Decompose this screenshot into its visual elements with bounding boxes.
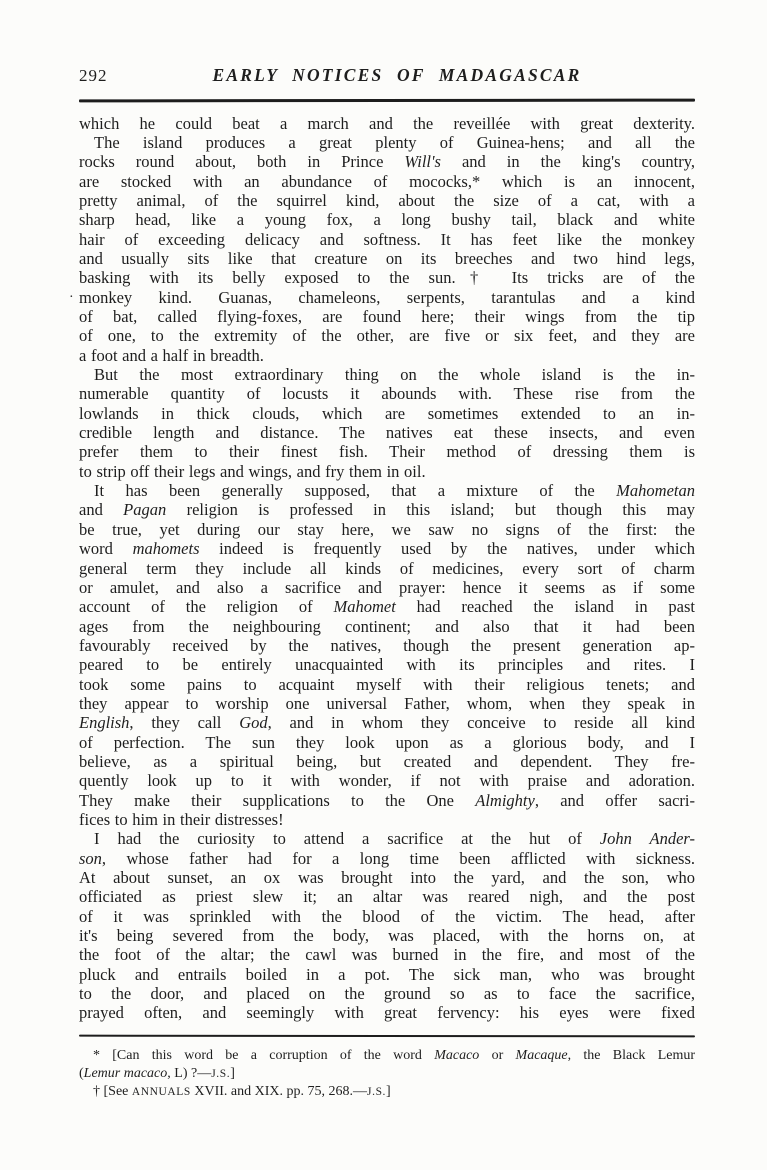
text-line: rocks round about, both in Prince Will's and in the king's country, (79, 152, 696, 172)
text-line: of it was sprinkled with the blood of the victim. The head, after (79, 906, 695, 926)
text-line: took some pains to acquaint myself with their religious tenets; and (79, 674, 695, 694)
text-line: a foot and a half in breadth. (79, 345, 264, 365)
text-line: prayed often, and seemingly with great fervency: his eyes were fixed (79, 1003, 695, 1023)
text-line: But the most extraordinary thing on the whole island is the in- (94, 365, 695, 385)
body-text (69, 113, 696, 1023)
margin-mark: · (69, 289, 74, 305)
text-line: which he could beat a march and the reveillée with great dexterity. (79, 113, 695, 133)
text-line: be true, yet during our stay here, we saw no signs of the first: the (79, 519, 695, 539)
text-line: pretty animal, of the squirrel kind, about the size of a cat, with a (79, 190, 695, 210)
text-line: are stocked with an abundance of mococks,* which is an innocent, (79, 171, 695, 191)
text-line: It has been generally supposed, that a mixture of the Mahometan (94, 481, 695, 501)
text-line: ages from the neighbouring continent; and also that it had been (79, 616, 695, 636)
text-line: numerable quantity of locusts it abounds with. These rise from the (79, 384, 695, 404)
running-header (79, 65, 695, 90)
text-line: favourably received by the natives, though the present generation ap- (79, 635, 695, 655)
text-line: son, whose father had for a long time been afflicted with sickness. (79, 848, 695, 868)
text-line: fices to him in their distresses! (79, 809, 284, 829)
text-line: lowlands in thick clouds, which are sometimes extended to an in- (79, 403, 695, 423)
text-line: to strip off their legs and wings, and fry them in oil. (79, 461, 426, 481)
text-line: At about sunset, an ox was brought into the yard, and the son, who (79, 868, 695, 887)
text-line: peared to be entirely unacquainted with its principles and rites. I (79, 655, 695, 675)
text-line: word mahomets indeed is frequently used by the natives, under which (79, 539, 695, 559)
text-line: officiated as priest slew it; an altar was reared nigh, and the post (79, 887, 695, 907)
text-line: believe, as a spiritual being, but created and dependent. They fre- (79, 751, 695, 771)
text-line: and usually sits like that creature on its breeches and two hind legs, (79, 249, 695, 268)
text-line: The island produces a great plenty of Guinea-hens; and all the (94, 132, 695, 152)
text-line: it's being severed from the body, was placed, with the horns on, at (79, 926, 695, 946)
text-line: quently look up to it with wonder, if not with praise and adoration. (79, 771, 695, 791)
text-line: the foot of the altar; the cawl was burned in the fire, and most of the (79, 945, 695, 965)
text-line: hair of exceeding delicacy and softness. It has feet like the monkey (79, 229, 695, 249)
running-title: EARLY NOTICES OF MADAGASCAR (212, 65, 582, 85)
text-line: or amulet, and also a sacrifice and prayer: hence it seems as if some (79, 577, 695, 597)
page-number: 292 (79, 66, 108, 85)
text-line: prefer them to their finest fish. Their method of dressing them is (79, 442, 695, 462)
text-line: sharp head, like a young fox, a long bushy tail, black and white (79, 210, 695, 230)
text-line: they appear to worship one universal Father, whom, when they speak in (79, 693, 695, 713)
header-rule (79, 99, 695, 102)
text-line: · monkey kind. Guanas, chameleons, serpents, tarantulas and a kind (69, 287, 695, 307)
text-line: I had the curiosity to attend a sacrifice at the hut of John Ander- (94, 829, 695, 849)
text-line: They make their supplications to the One Almighty, and offer sacri- (79, 790, 695, 810)
footnote-area (79, 1047, 695, 1101)
text-line: † [See ANNUALS XVII. and XIX. pp. 75, 268.—J.S.] (93, 1083, 391, 1099)
text-line: (Lemur macaco, L) ?—J.S.] (79, 1065, 235, 1081)
text-line: general term they include all kinds of medicines, every sort of charm (79, 558, 695, 578)
text-line: * [Can this word be a corruption of the word Macaco or Macaque, the Black Lemur (93, 1047, 696, 1063)
text-line: to the door, and placed on the ground so as to face the sacrifice, (79, 984, 695, 1004)
text-line: credible length and distance. The natives eat these insects, and even (79, 423, 695, 443)
text-line: basking with its belly exposed to the sun.† Its tricks are of the (79, 268, 695, 288)
text-line: English, they call God, and in whom they conceive to reside all kind (79, 713, 695, 733)
text-line: of bat, called flying-foxes, are found here; their wings from the tip (79, 307, 695, 327)
text-column (69, 0, 696, 1101)
footnote-rule (79, 1034, 695, 1037)
text-line: of perfection. The sun they look upon as a glorious body, and I (79, 732, 695, 752)
text-line: of one, to the extremity of the other, are five or six feet, and they are (79, 326, 695, 346)
text-line: and Pagan religion is professed in this island; but though this may (79, 500, 695, 520)
text-line: account of the religion of Mahomet had reached the island in past (79, 597, 695, 617)
text-line: pluck and entrails boiled in a pot. The sick man, who was brought (79, 964, 695, 984)
